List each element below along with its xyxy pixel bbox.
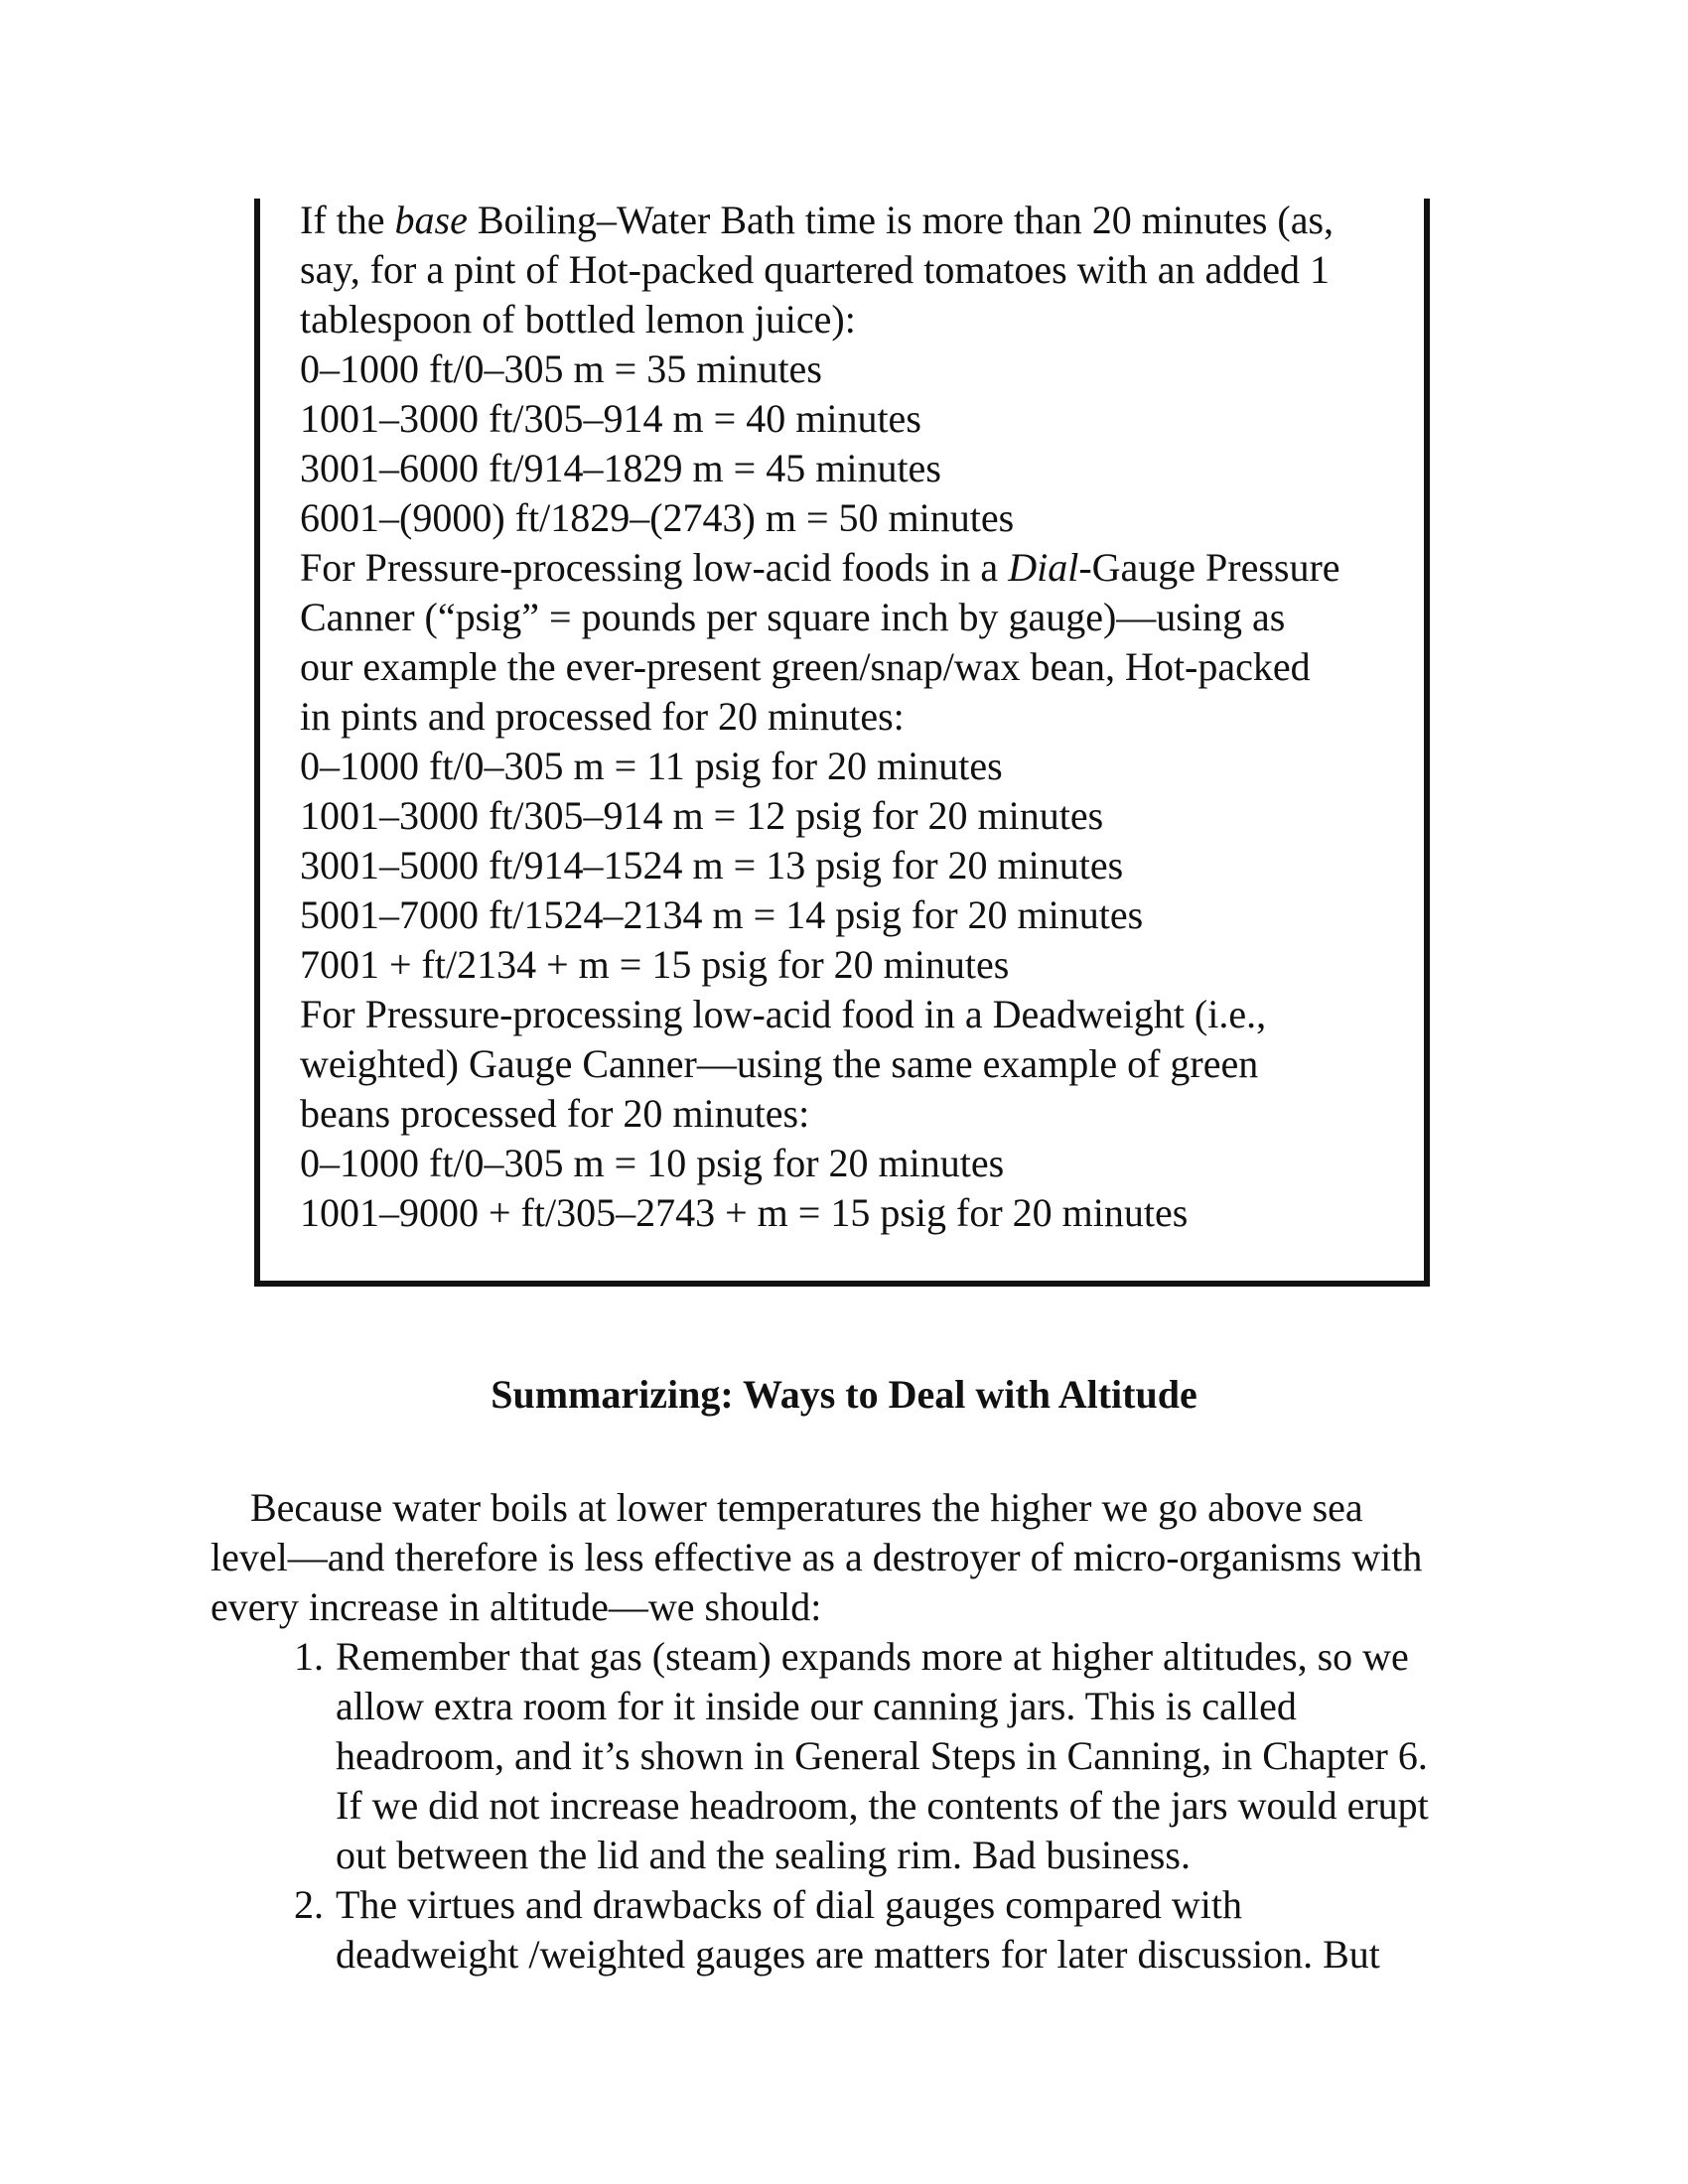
section-heading: Summarizing: Ways to Deal with Altitude xyxy=(491,1372,1197,1417)
list-item-line: allow extra room for it inside our canning jars. This is called xyxy=(336,1684,1297,1728)
list-item-line: If we did not increase headroom, the contents of the jars would erupt xyxy=(336,1783,1429,1828)
list-item xyxy=(294,1632,1485,1880)
list-item-line: headroom, and it’s shown in General Steps in Canning, in Chapter 6. xyxy=(336,1733,1428,1778)
deadweight-intro-line: For Pressure-processing low-acid food in a Deadweight (i.e., xyxy=(300,992,1267,1036)
numbered-list xyxy=(294,1632,1485,1979)
list-number: 2. xyxy=(294,1882,324,1927)
paragraph-line: level—and therefore is less effective as a destroyer of micro-organisms with xyxy=(211,1535,1423,1579)
dial-time-row: 5001–7000 ft/1524–2134 m = 14 psig for 20 minutes xyxy=(300,892,1144,937)
list-item-line: out between the lid and the sealing rim. Bad business. xyxy=(336,1833,1191,1877)
deadweight-intro-line: weighted) Gauge Canner—using the same example of green xyxy=(300,1041,1259,1086)
deadweight-intro-line: beans processed for 20 minutes: xyxy=(300,1091,810,1136)
bath-intro-line-3: tablespoon of bottled lemon juice): xyxy=(300,297,856,341)
bath-time-row: 6001–(9000) ft/1829–(2743) m = 50 minutes xyxy=(300,495,1015,540)
bath-time-row: 1001–3000 ft/305–914 m = 40 minutes xyxy=(300,396,921,441)
dial-intro-line: Canner (“psig” = pounds per square inch by gauge)—using as xyxy=(300,595,1286,639)
bath-intro-line-1: If the base Boiling–Water Bath time is more than 20 minutes (as, xyxy=(300,198,1335,242)
deadweight-time-row: 1001–9000 + ft/305–2743 + m = 15 psig for 20 minutes xyxy=(300,1190,1189,1235)
dial-time-row: 1001–3000 ft/305–914 m = 12 psig for 20 minutes xyxy=(300,793,1104,838)
italic-base: base xyxy=(394,198,468,242)
list-item-line: Remember that gas (steam) expands more at higher altitudes, so we xyxy=(336,1634,1409,1679)
bath-time-row: 3001–6000 ft/914–1829 m = 45 minutes xyxy=(300,446,941,490)
list-number: 1. xyxy=(294,1634,324,1679)
dial-time-row: 7001 + ft/2134 + m = 15 psig for 20 minutes xyxy=(300,942,1010,987)
dial-time-row: 3001–5000 ft/914–1524 m = 13 psig for 20 minutes xyxy=(300,843,1124,887)
dial-intro-line-1: For Pressure-processing low-acid foods in a Dial-Gauge Pressure xyxy=(300,545,1340,590)
list-item-line: deadweight /weighted gauges are matters for later discussion. But xyxy=(336,1932,1380,1977)
deadweight-time-row: 0–1000 ft/0–305 m = 10 psig for 20 minutes xyxy=(300,1141,1005,1185)
altitude-table-text xyxy=(300,196,1412,1238)
list-item xyxy=(294,1880,1485,1979)
bath-time-row: 0–1000 ft/0–305 m = 35 minutes xyxy=(300,346,822,391)
paragraph-line: Because water boils at lower temperatures the higher we go above sea xyxy=(211,1485,1363,1530)
paragraph-line: every increase in altitude—we should: xyxy=(211,1584,822,1629)
list-item-line: The virtues and drawbacks of dial gauges compared with xyxy=(336,1882,1243,1927)
intro-paragraph xyxy=(211,1483,1501,1632)
italic-dial: Dial xyxy=(1008,545,1079,590)
dial-intro-line: our example the ever-present green/snap/wax bean, Hot-packed xyxy=(300,644,1311,689)
dial-intro-line: in pints and processed for 20 minutes: xyxy=(300,694,905,739)
dial-time-row: 0–1000 ft/0–305 m = 11 psig for 20 minutes xyxy=(300,744,1003,788)
bath-intro-line-2: say, for a pint of Hot-packed quartered tomatoes with an added 1 xyxy=(300,247,1331,292)
